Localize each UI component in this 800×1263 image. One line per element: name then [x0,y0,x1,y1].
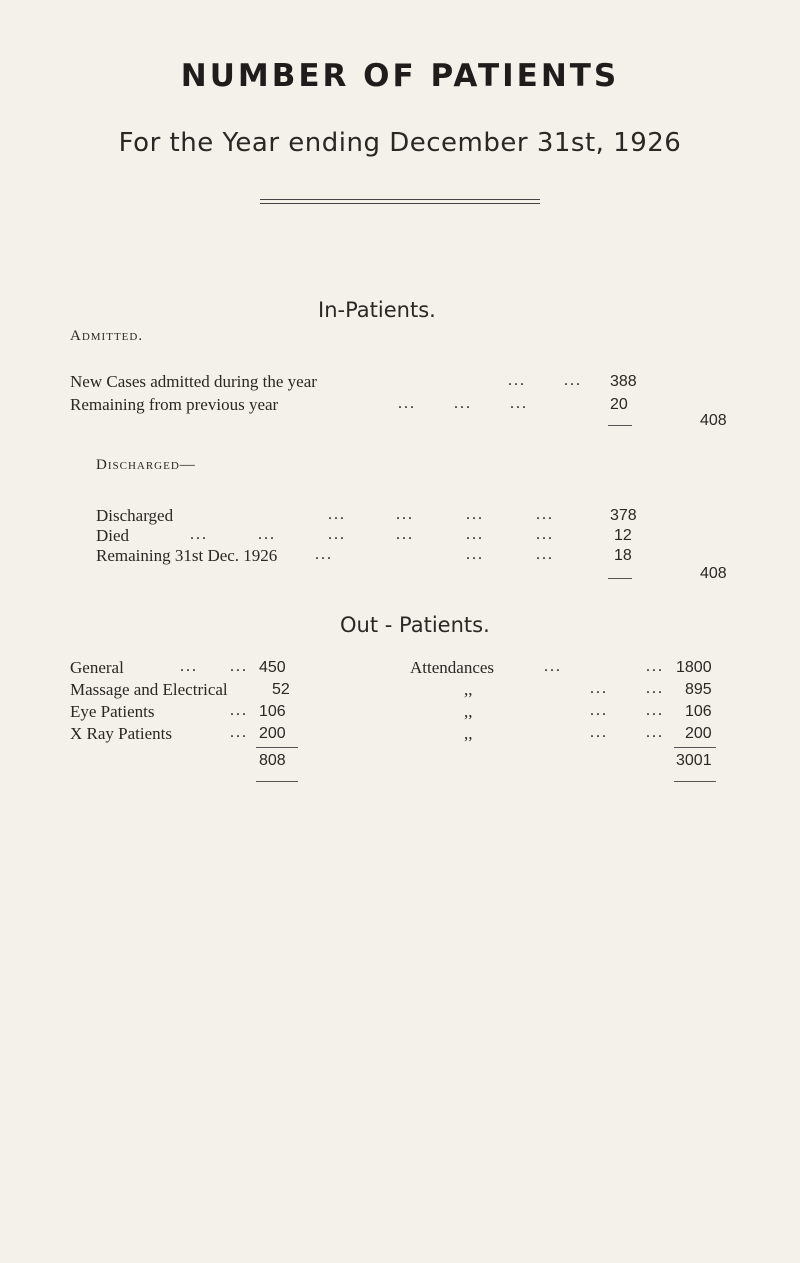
discharged-total: 408 [700,565,727,582]
row-value: 20 [610,396,628,413]
leader-dots: ... [646,680,664,697]
leader-dots: ... [646,658,664,675]
row-label: Died [96,526,130,545]
subtotal-rule [608,425,632,426]
leader-dots: ... [564,372,582,389]
subtotal-rule [608,578,632,579]
admitted-row [70,395,278,415]
leader-dots: ... [328,506,346,523]
attendances-label: Attendances [410,658,495,677]
in-patients-heading: In-Patients. [318,298,436,322]
row-label: X Ray Patients [70,724,172,743]
leader-dots: ... [536,506,554,523]
attendance-count: 1800 [676,659,712,676]
patient-count: 200 [259,725,286,742]
leader-dots: ... [510,395,528,412]
total-rule-top [256,747,298,748]
discharged-row [96,506,173,526]
leader-dots: ... [466,546,484,563]
row-label: Massage and Electrical [70,680,228,699]
leader-dots: ... [466,506,484,523]
admitted-label: Admitted. [70,328,144,344]
row-label: New Cases admitted during the year [70,372,317,391]
out-patient-row [70,724,172,744]
row-label: Eye Patients [70,702,155,721]
discharged-row [96,526,129,546]
leader-dots: ... [398,395,416,412]
leader-dots: ... [536,526,554,543]
row-value: 378 [610,507,637,524]
leader-dots: ... [396,506,414,523]
leader-dots: ... [590,724,608,741]
attendances-total: 3001 [676,752,712,769]
leader-dots: ... [230,658,248,675]
admitted-total: 408 [700,412,727,429]
attendances-label: ,, [464,702,473,721]
leader-dots: ... [315,546,333,563]
leader-dots: ... [230,724,248,741]
attendances-label: ,, [464,680,473,699]
row-value: 12 [614,527,632,544]
discharged-label: Discharged— [96,457,196,473]
row-label: Discharged [96,506,174,525]
patient-count: 52 [272,681,290,698]
out-patient-row [70,658,124,678]
row-label: Remaining from previous year [70,395,279,414]
discharged-row [96,546,277,566]
patient-count: 106 [259,703,286,720]
leader-dots: ... [190,526,208,543]
total-rule-top [674,747,716,748]
leader-dots: ... [544,658,562,675]
total-rule-bottom [256,781,298,782]
out-patient-row [70,702,155,722]
row-label: Remaining 31st Dec. 1926 [96,546,278,565]
patients-total: 808 [259,752,286,769]
leader-dots: ... [230,702,248,719]
leader-dots: ... [646,724,664,741]
out-patients-heading: Out - Patients. [340,613,490,637]
row-label: General [70,658,124,677]
header-divider [260,199,540,200]
attendances-label: ,, [464,724,473,743]
leader-dots: ... [180,658,198,675]
admitted-row [70,372,317,392]
leader-dots: ... [508,372,526,389]
total-rule-bottom [674,781,716,782]
leader-dots: ... [396,526,414,543]
patient-count: 450 [259,659,286,676]
attendance-count: 106 [685,703,712,720]
leader-dots: ... [646,702,664,719]
header-divider-lower [260,203,540,204]
attendance-count: 200 [685,725,712,742]
leader-dots: ... [454,395,472,412]
leader-dots: ... [590,680,608,697]
page-subtitle: For the Year ending December 31st, 1926 [118,128,682,158]
attendance-count: 895 [685,681,712,698]
page-title: NUMBER OF PATIENTS [180,58,620,94]
row-value: 388 [610,373,637,390]
row-value: 18 [614,547,632,564]
leader-dots: ... [590,702,608,719]
leader-dots: ... [466,526,484,543]
out-patient-row [70,680,228,700]
leader-dots: ... [258,526,276,543]
leader-dots: ... [536,546,554,563]
leader-dots: ... [328,526,346,543]
